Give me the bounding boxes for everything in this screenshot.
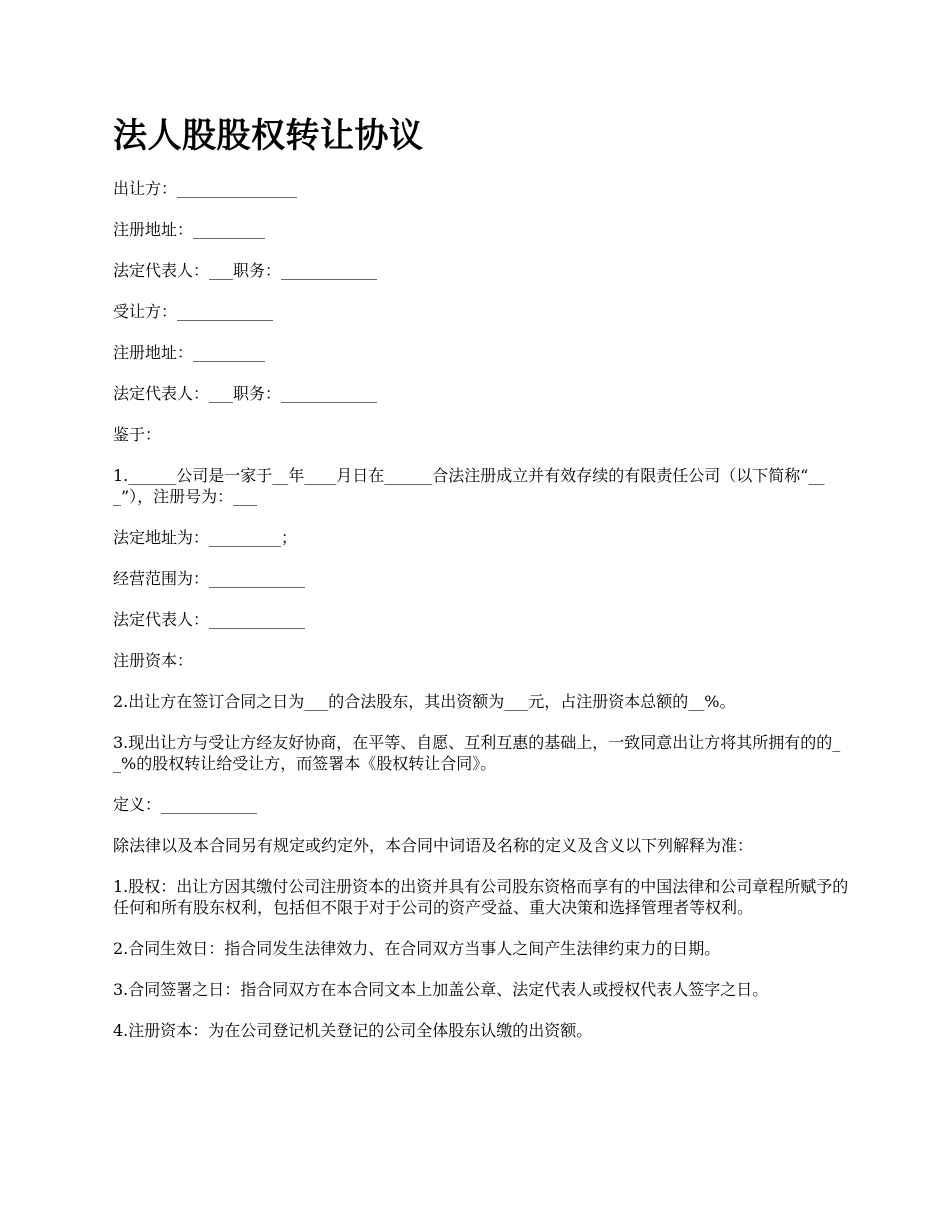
whereas-heading: 鉴于： [113, 425, 162, 444]
legal-address-line: 法定地址为：_________； [113, 528, 298, 547]
definitions-heading: 定义：____________ [113, 795, 258, 814]
document-title: 法人股股权转让协议 [113, 116, 424, 156]
whereas-clause-2: 2.出让方在签订合同之日为___的合法股东，其出资额为___元，占注册资本总额的__%。 [113, 692, 736, 711]
business-scope-line: 经营范围为：____________ [113, 569, 306, 588]
transferor-line: 出让方：_______________ [113, 179, 298, 198]
definition-registered-capital: 4.注册资本：为在公司登记机关登记的公司全体股东认缴的出资额。 [113, 1021, 593, 1040]
whereas-clause-3: 3.现出让方与受让方经友好协商，在平等、自愿、互利互惠的基础上，一致同意出让方将其所拥有的的__%的股权转让给受让方，而签署本《股权转让合同》。 [113, 733, 841, 773]
transferee-representative-line: 法定代表人：___职务：____________ [113, 384, 378, 403]
definition-equity: 1.股权：出让方因其缴付公司注册资本的出资并具有公司股东资格而享有的中国法律和公司章程所赋予的任何和所有股东权利，包括但不限于对于公司的资产受益、重大决策和选择管理者等权利。 [113, 877, 849, 917]
registered-capital-line: 注册资本： [113, 651, 194, 670]
definition-effective-date: 2.合同生效日：指合同发生法律效力、在合同双方当事人之间产生法律约束力的日期。 [113, 939, 721, 958]
transferee-address-line: 注册地址：_________ [113, 343, 266, 362]
company-representative-line: 法定代表人：____________ [113, 610, 306, 629]
definitions-intro: 除法律以及本合同另有规定或约定外，本合同中词语及名称的定义及含义以下列解释为准： [113, 836, 754, 855]
whereas-clause-1: 1.______公司是一家于__年____月日在______合法注册成立并有效存续的有限责任公司（以下简称“___”），注册号为：___ [113, 466, 825, 506]
document-page [113, 112, 863, 1061]
definition-signing-date: 3.合同签署之日：指合同双方在本合同文本上加盖公章、法定代表人或授权代表人签字之日。 [113, 980, 769, 999]
transferee-line: 受让方：____________ [113, 302, 274, 321]
transferor-address-line: 注册地址：_________ [113, 220, 266, 239]
transferor-representative-line: 法定代表人：___职务：____________ [113, 261, 378, 280]
